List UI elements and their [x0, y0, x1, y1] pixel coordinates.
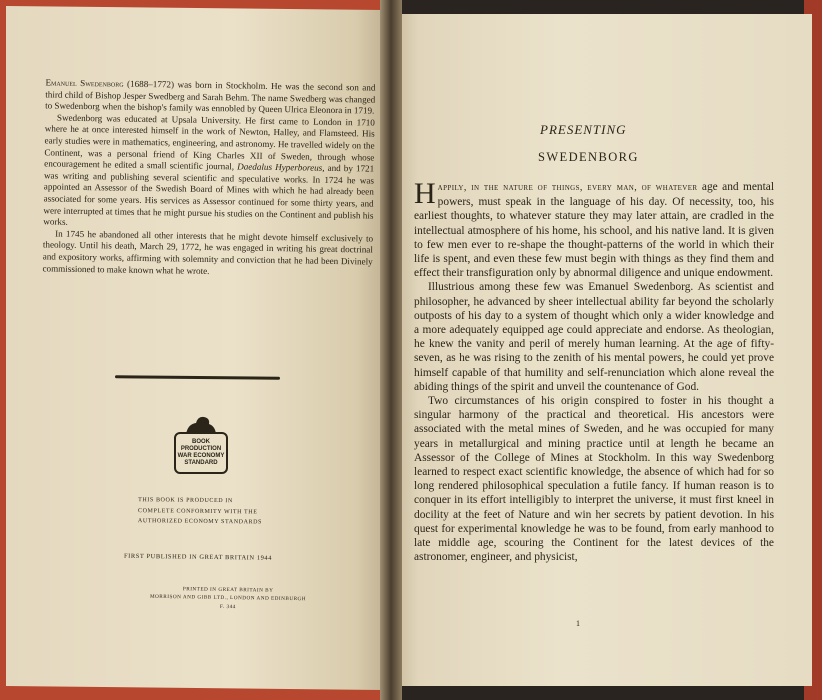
economy-standards-notice: THIS BOOK IS PRODUCED IN COMPLETE CONFORMITY WITH THE AUTHORIZED ECONOMY STANDARDS [137, 497, 263, 526]
heading-presenting: PRESENTING [540, 122, 627, 137]
bio-paragraph: Emanuel Swedenborg (1688–1772) was born in Stockholm. He was the second son and third child of Bishop Jesper Swedberg and Sarah Behm. The name Swedberg was changed to Swedenborg when the bishop's family was ennobled by Queen Ulrica Eleonora in 1719. [45, 77, 376, 116]
page-number: 1 [576, 619, 580, 628]
biography-text [42, 77, 375, 279]
drop-cap: H [414, 177, 436, 210]
bio-paragraph: Swedenborg was educated at Upsala University. He first came to London in 1710 where he at once interested himself in the work of Newton, Halley, and Flamsteed. His early studies were in mathematics, engineering, and astronomy. He travelled widely on the Continent, was a personal friend of King Charles XII of Sweden, through whose encouragement he edited a small scientific journal, Daedalus Hyperboreus, and by 1721 was writing and publishing several scientific and speculative works. In 1724 he was appointed an Assessor of the Swedish Board of Mines with which he had already been associated for some years. His services as Assessor continued for some thirty years, and were interrupted at times that he might pursue his studies on the Continent and publish his works. [43, 112, 375, 227]
bio-paragraph: In 1745 he abandoned all other interests that he might devote himself exclusively to theology. Until his death, March 29, 1772, he was engaged in writing his great doctrinal and expository works, affirming with solemnity and conviction that he had been Divinely commissioned to make known what he wrote. [42, 228, 374, 276]
printer-imprint: PRINTED IN GREAT BRITAIN BY MORRISON AND GIBB LTD., LONDON AND EDINBURGH F. 344 [149, 586, 307, 610]
emblem-box: BOOK PRODUCTION WAR ECONOMY STANDARD [174, 432, 228, 474]
body-paragraph: Happily, in the nature of things, every man, of whatever age and mental powers, must speak in the language of his day. Of necessity, too, his earliest thoughts, to whatever stature they may later attain, are cradled in the intellectual atmosphere of his home, his school, and his native land. It is given to few men ever to re-shape the thought-patterns of the world in which their life is spent, and even these few must begin with things as they find them and effect their transfiguration only by abnormal diligence and unique endowment. [414, 177, 774, 280]
chapter-body [414, 177, 774, 564]
body-paragraph: Illustrious among these few was Emanuel Swedenborg. As scientist and philosopher, he advanced by sheer intellectual ability far beyond the scholarly outposts of his day to a system of thought which only a wider knowledge and a more adequately equipped age could appreciate and endorse. As theologian, he knew the vanity and peril of merely human learning. At the age of fifty-seven, as he was rising to the zenith of his mental powers, he could yet prove himself capable of that humility and self-renunciation which alone reveal the abiding things of the spirit and unveil the countenance of God. [414, 281, 774, 393]
book-gutter [380, 0, 402, 700]
heading-swedenborg: SWEDENBORG [538, 150, 639, 164]
first-published-line: FIRST PUBLISHED IN GREAT BRITAIN 1944 [123, 552, 273, 562]
body-paragraph: Two circumstances of his origin conspired to foster in his thought a singular harmony of the practical and theoretical. His ancestors were associated with the metal mines of Sweden, and he was occupied for many years in metallurgical and mining practice until at length he became an Assessor of the College of Mines at Stockholm. In this way Swedenborg learned to respect exact scientific knowledge, the absence of which had for so long rendered philosophical speculation a futile fancy. If human reason is to conquer in its effort intelligibly to interpret the universe, it must first kneel in docility at the feet of Nature and win her secrets by patient devotion. In his quest for experimental knowledge he was to be found, from early manhood to late middle age, scouring the Continent for the latest devices of the astronomer, engineer, and physicist, [414, 395, 774, 564]
war-economy-emblem [168, 414, 234, 478]
